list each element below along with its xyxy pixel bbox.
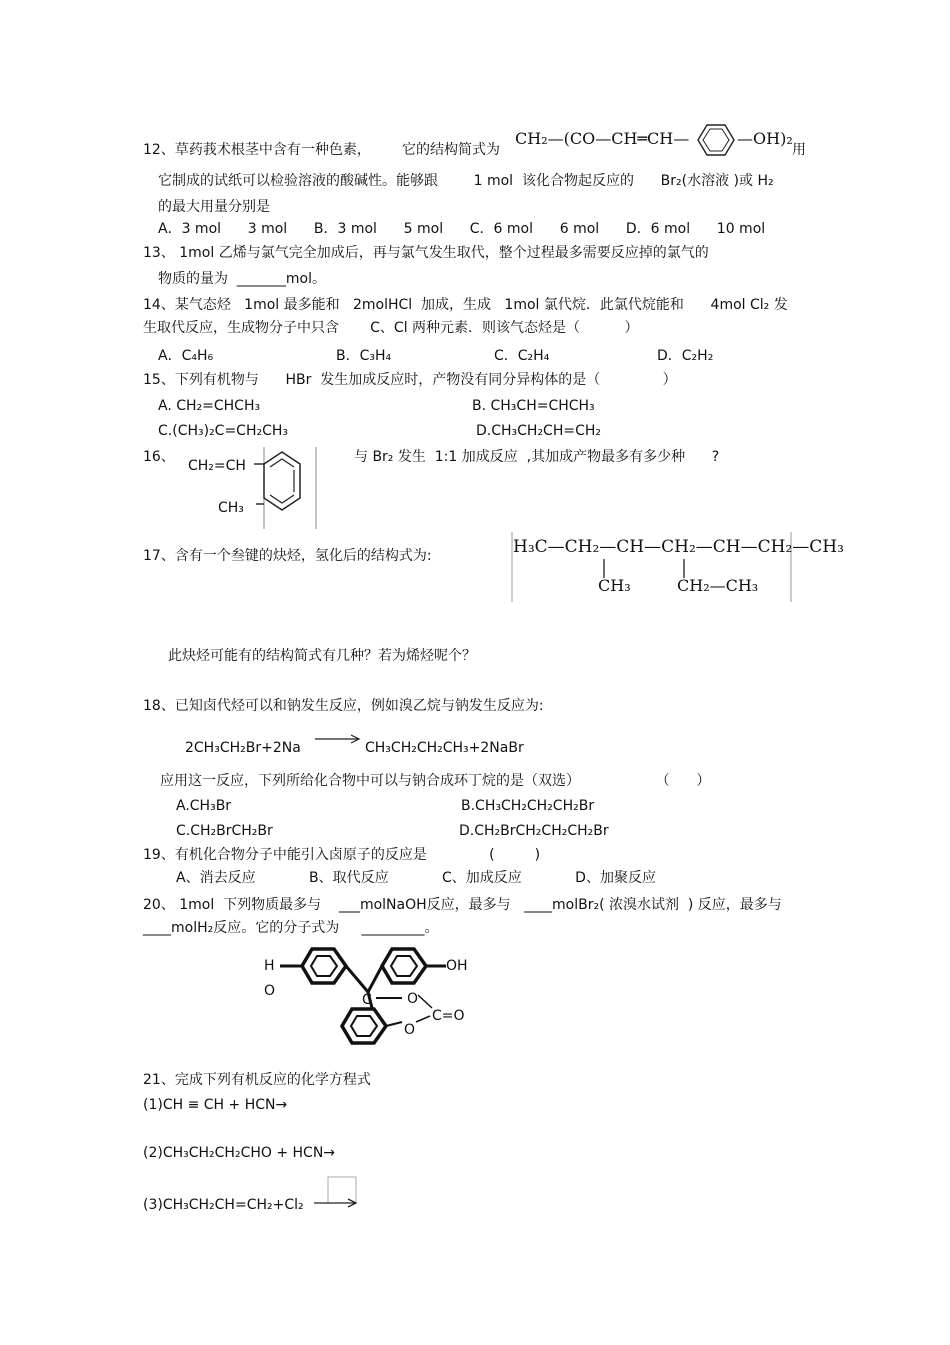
- q15-line1: 15、下列有机物与 HBr 发生加成反应时，产物没有同分异构体的是（ ）: [143, 372, 677, 388]
- q17-formula-branch2: CH₂—CH₃: [677, 576, 759, 595]
- q15-option-a: A. CH₂=CHCH₃: [158, 398, 261, 414]
- q17-formula-main: H₃C—CH₂—CH—CH₂—CH—CH₂—CH₃: [513, 537, 844, 557]
- q18-line2: 应用这一反应，下列所给化合物中可以与钠合成环丁烷的是（双选） （ ）: [160, 773, 711, 789]
- q13-line2: 物质的量为 _______mol。: [158, 271, 326, 287]
- q20-label-o: O: [264, 983, 276, 999]
- q12-line1-part3: 用: [792, 142, 806, 158]
- q20-line2: ____molH₂反应。它的分子式为 _________。: [143, 920, 439, 936]
- q12-benzene-ring: [690, 122, 740, 158]
- q20-label-oh: OH: [446, 958, 468, 974]
- q14-line1: 14、某气态烃 1mol 最多能和 2molHCl 加成，生成 1mol 氯代烷．此氯代烷能和 4mol Cl₂ 发: [143, 297, 788, 313]
- q20-label-o2: O: [404, 1022, 416, 1038]
- q14-option-c: C．C₂H₄: [494, 348, 550, 364]
- q14-option-a: A．C₄H₆: [158, 348, 214, 364]
- q12-line2: 它制成的试纸可以检验溶液的酸碱性。能够跟 1 mol 该化合物起反应的 Br₂(水溶液 )或 H₂: [158, 173, 774, 189]
- q21-reaction-2: (2)CH₃CH₂CH₂CHO + HCN→: [143, 1145, 336, 1161]
- q18-option-d: D.CH₂BrCH₂CH₂CH₂Br: [459, 823, 609, 839]
- q20-line1: 20、 1mol 下列物质最多与 ___molNaOH反应，最多与 ____molBr₂( 浓溴水试剂 ) 反应，最多与: [143, 897, 782, 913]
- q21-reaction-3-arrow: [314, 1176, 360, 1210]
- q18-equation-left: 2CH₃CH₂Br+2Na: [185, 740, 301, 756]
- q18-option-a: A.CH₃Br: [176, 798, 232, 814]
- q20-label-co: C=O: [432, 1008, 465, 1024]
- q21-reaction-1: (1)CH ≡ CH + HCN→: [143, 1097, 288, 1113]
- q19-line1: 19、有机化合物分子中能引入卤原子的反应是 ( ): [143, 847, 541, 863]
- q20-label-c: C: [362, 992, 372, 1008]
- q12-formula-left: CH₂—(CO—CH═CH—: [515, 129, 690, 148]
- q17-line1: 17、含有一个叁键的炔烃，氢化后的结构式为:: [143, 548, 432, 564]
- q18-line1: 18、已知卤代烃可以和钠发生反应，例如溴乙烷与钠发生反应为:: [143, 698, 544, 714]
- q13-line1: 13、 1mol 乙烯与氯气完全加成后，再与氯气发生取代，整个过程最多需要反应掉的氯气的: [143, 245, 709, 261]
- q20-label-h: H: [264, 958, 275, 974]
- q18-option-b: B.CH₃CH₂CH₂CH₂Br: [461, 798, 595, 814]
- q16-vinyl-label: CH₂=CH: [188, 458, 246, 474]
- q14-line2: 生取代反应，生成物分子中只含 C、Cl 两种元素．则该气态烃是（ ）: [143, 320, 639, 336]
- q12-line1-part1: 12、草药莪术根茎中含有一种色素，: [143, 142, 371, 158]
- q15-option-d: D.CH₃CH₂CH=CH₂: [476, 423, 602, 439]
- q17-formula-branch1: CH₃: [598, 576, 631, 595]
- q14-option-b: B．C₃H₄: [336, 348, 392, 364]
- q18-option-c: C.CH₂BrCH₂Br: [176, 823, 273, 839]
- q17-line2: 此炔烃可能有的结构简式有几种？若为烯烃呢个？: [168, 648, 476, 664]
- q18-equation-right: CH₃CH₂CH₂CH₃+2NaBr: [365, 740, 524, 756]
- q14-option-d: D．C₂H₂: [657, 348, 714, 364]
- q12-line3: 的最大用量分别是: [158, 199, 270, 215]
- q12-options: A．3 mol 3 mol B．3 mol 5 mol C．6 mol 6 mol D．6 mol 10 mol: [158, 221, 766, 237]
- q12-line1-part2: 它的结构简式为: [402, 142, 500, 158]
- q19-options: A、消去反应 B、取代反应 C、加成反应 D、加聚反应: [176, 870, 656, 886]
- q21-title: 21、完成下列有机反应的化学方程式: [143, 1072, 371, 1088]
- q18-reaction-arrow: [315, 733, 361, 745]
- q12-formula-right: —OH)₂: [737, 129, 793, 148]
- q16-text: 与 Br₂ 发生 1:1 加成反应 ,其加成产物最多有多少种 ?: [354, 449, 720, 465]
- q15-option-c: C.(CH₃)₂C=CH₂CH₃: [158, 423, 289, 439]
- q16-number: 16、: [143, 449, 175, 465]
- q15-option-b: B. CH₃CH=CHCH₃: [472, 398, 595, 414]
- q16-benzene-ring: [248, 446, 320, 530]
- q21-reaction-3: (3)CH₃CH₂CH=CH₂+Cl₂: [143, 1197, 304, 1213]
- q16-methyl-label: CH₃: [218, 500, 244, 516]
- q20-label-o1: O: [407, 991, 419, 1007]
